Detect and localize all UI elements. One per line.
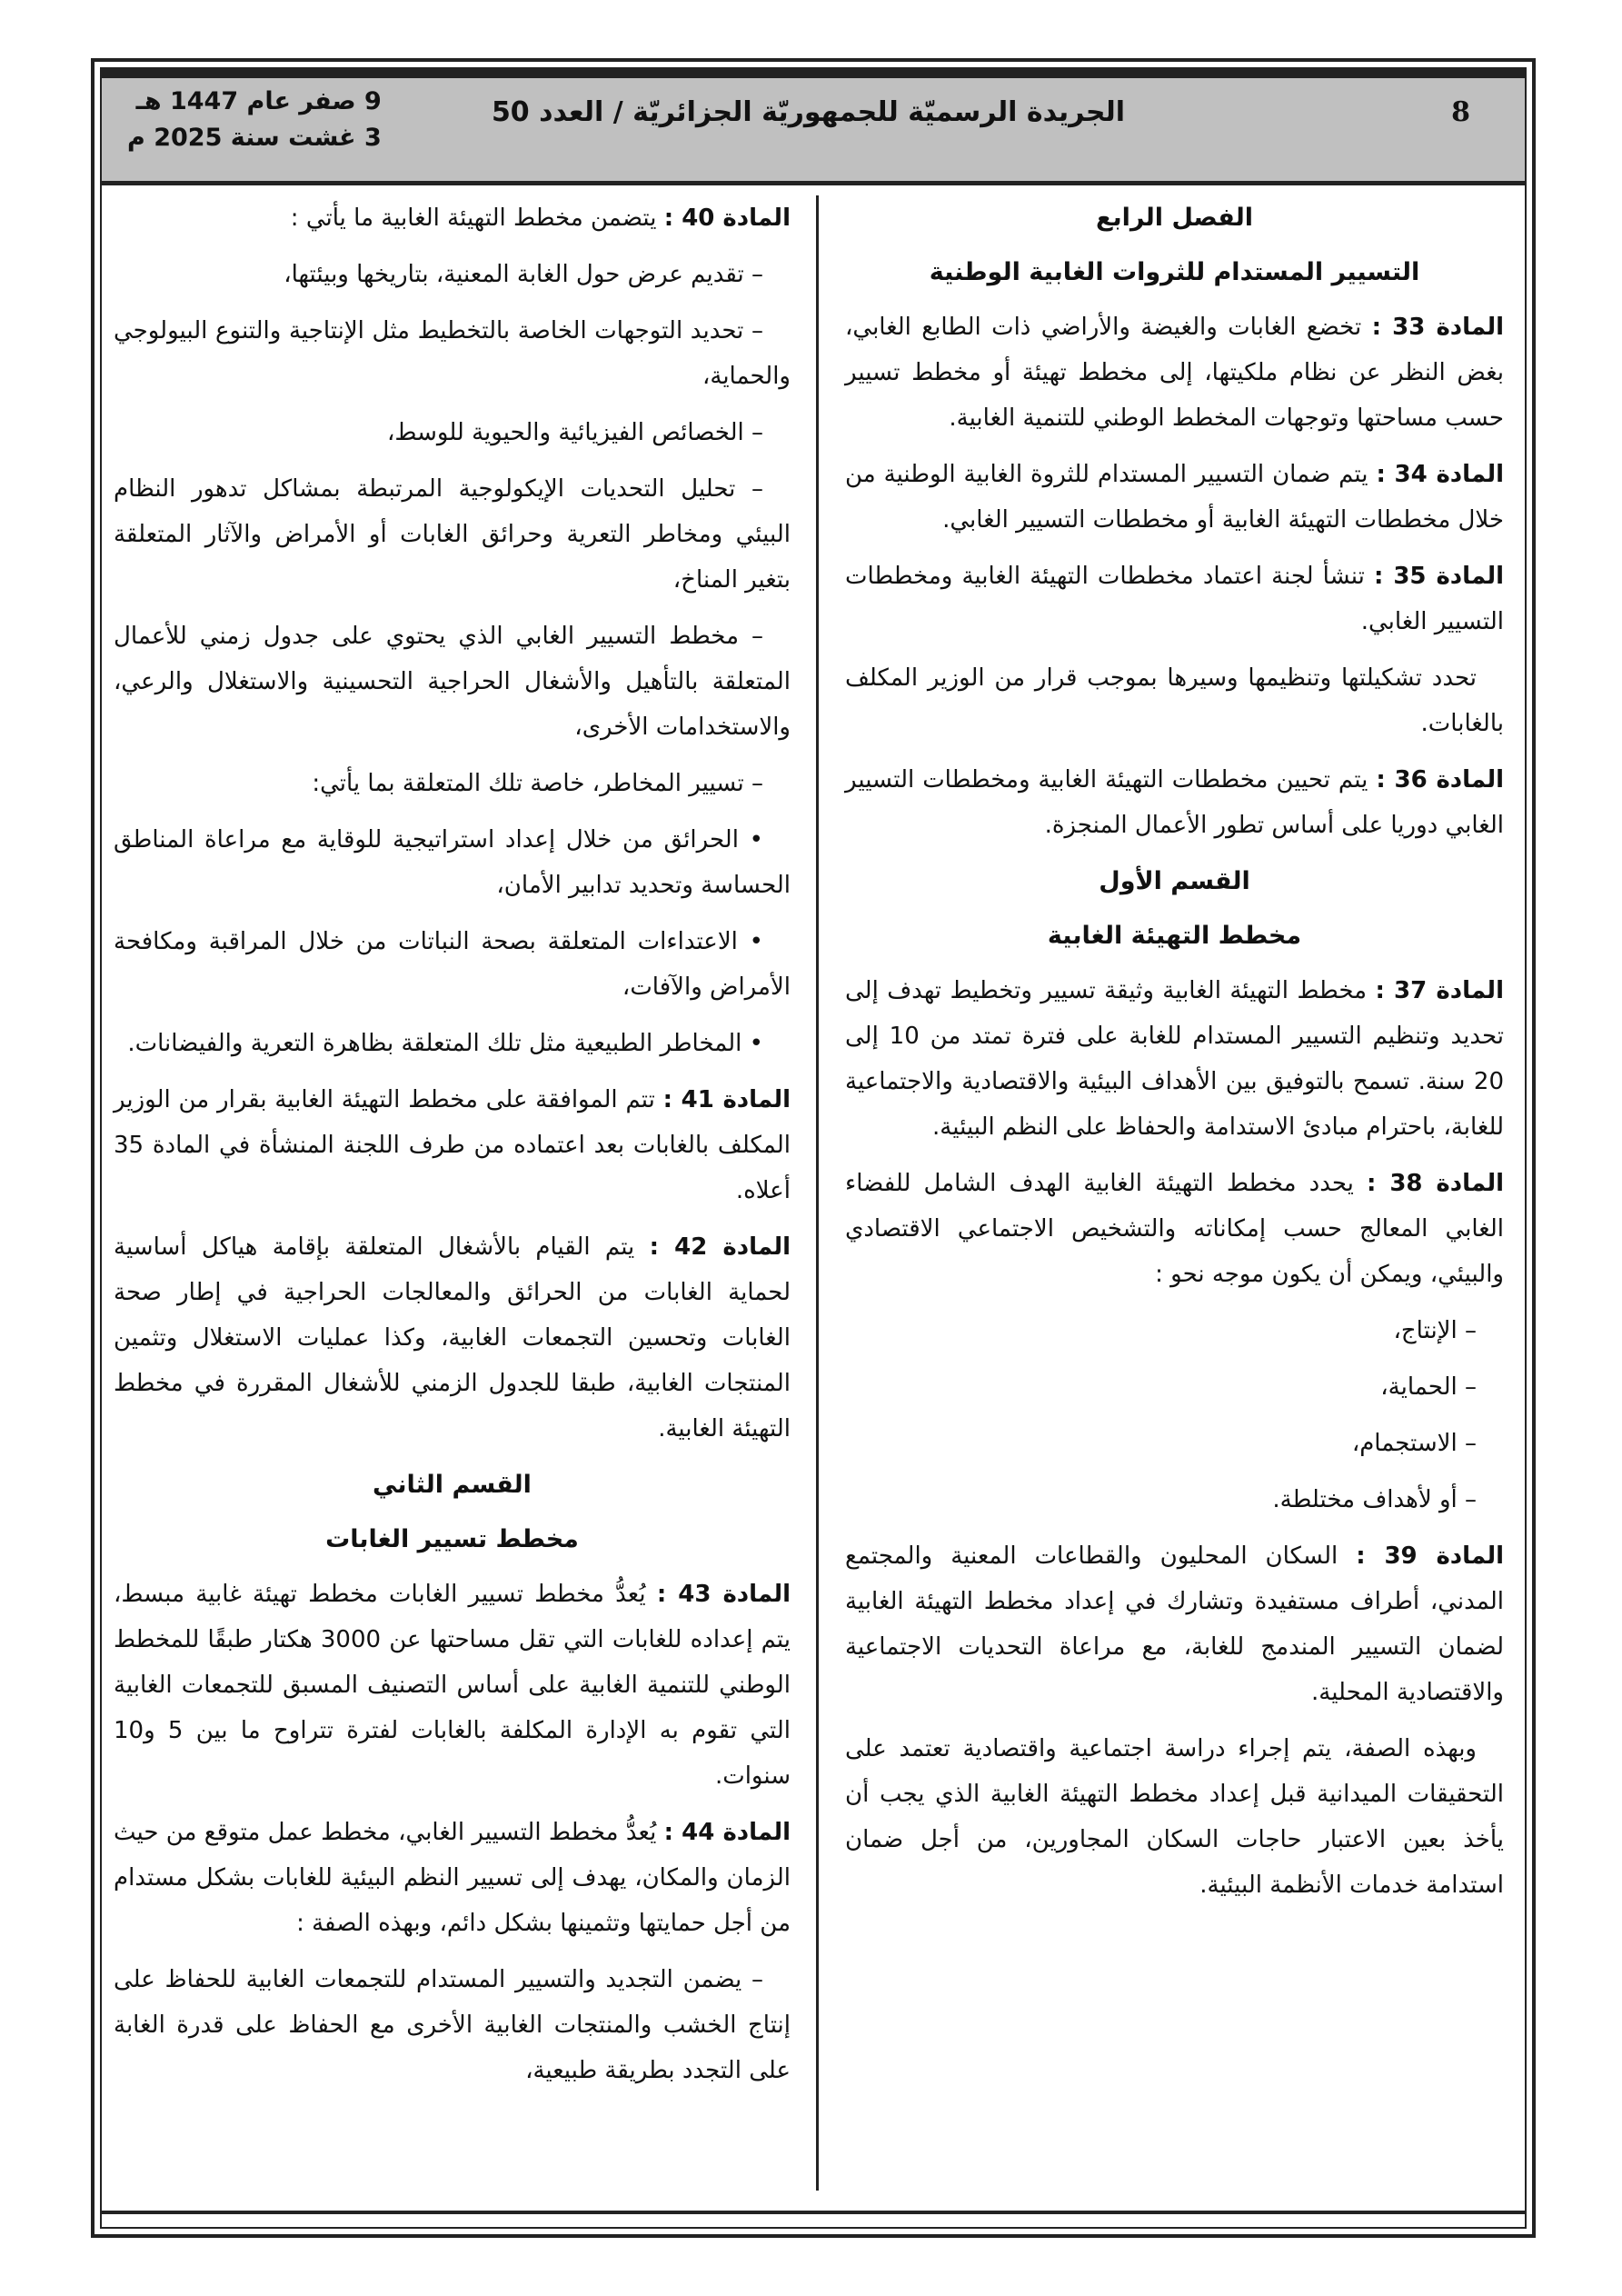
- body-paragraph: • المخاطر الطبيعية مثل تلك المتعلقة بظاهرة التعرية والفيضانات.: [127, 1030, 763, 1057]
- body-paragraph: – تقديم عرض حول الغابة المعنية، بتاريخها وبيئتها،: [284, 261, 763, 288]
- column-divider: [816, 195, 819, 2191]
- section-heading: الفصل الرابع: [1096, 204, 1253, 232]
- body-paragraph: • الحرائق من خلال إعداد استراتيجية للوقاية مع مراعاة المناطق الحساسة وتحديد تدابير الأمان،: [114, 826, 791, 899]
- article-text: يُعدُّ مخطط التسيير الغابي، مخطط عمل متوقع من حيث الزمان والمكان، يهدف إلى تسيير النظم البيئية للغابات بشكل مستدام من أجل حمايتها وتثمينها بشكل دائم، وبهذه الصفة :: [114, 1819, 791, 1937]
- article-paragraph: [845, 757, 1504, 848]
- body-paragraph: – يضمن التجديد والتسيير المستدام للتجمعات الغابية للحفاظ على إنتاج الخشب والمنتجات الغابية الأخرى مع الحفاظ على قدرة الغابة على التجدد بطريقة طبيعية،: [114, 1966, 791, 2084]
- article-paragraph: [845, 452, 1504, 543]
- article-label: المادة 40 :: [663, 205, 791, 232]
- section-heading: القسم الثاني: [373, 1471, 532, 1499]
- right-column: [845, 195, 1504, 1919]
- article-paragraph: [845, 1161, 1504, 1297]
- article-paragraph: [114, 1810, 791, 1946]
- body-paragraph: – الخصائص الفيزيائية والحيوية للوسط،: [387, 419, 763, 446]
- article-label: المادة 35 :: [1374, 563, 1505, 590]
- body-paragraph: وبهذه الصفة، يتم إجراء دراسة اجتماعية واقتصادية تعتمد على التحقيقات الميدانية قبل إعداد مخطط التهيئة الغابية الذي يجب أن يأخذ بعين الاعتبار حاجات السكان المجاورين، من أجل ضمان استدامة خدمات الأنظمة البيئية.: [845, 1735, 1504, 1899]
- body-paragraph: – مخطط التسيير الغابي الذي يحتوي على جدول زمني للأعمال المتعلقة بالتأهيل والأشغال الحراجية التحسينية والاستغلال والرعي، والاستخدامات الأخرى،: [114, 623, 791, 741]
- issue-date: [127, 84, 382, 156]
- article-label: المادة 43 :: [656, 1581, 791, 1608]
- journal-title: الجريدة الرسميّة للجمهوريّة الجزائريّة / العدد 50: [491, 96, 1125, 128]
- article-paragraph: [845, 1533, 1504, 1715]
- hijri-date: 9 صفر عام 1447 هـ: [135, 87, 382, 115]
- article-label: المادة 34 :: [1376, 461, 1505, 488]
- body-paragraph: – تحديد التوجهات الخاصة بالتخطيط مثل الإنتاجية والتنوع البيولوجي والحماية،: [114, 317, 791, 390]
- body-paragraph: – تسيير المخاطر، خاصة تلك المتعلقة بما يأتي:: [312, 770, 763, 797]
- article-text: يتم ضمان التسيير المستدام للثروة الغابية الوطنية من خلال مخططات التهيئة الغابية أو مخططات التسيير الغابي.: [845, 461, 1504, 534]
- article-paragraph: [845, 554, 1504, 644]
- article-label: المادة 41 :: [662, 1086, 791, 1113]
- article-text: مخطط التهيئة الغابية وثيقة تسيير وتخطيط تهدف إلى تحديد وتنظيم التسيير المستدام للغابة على فترة تمتد من 10 إلى 20 سنة. تسمح بالتوفيق بين الأهداف البيئية والاقتصادية والاجتماعية للغابة، باحترام مبادئ الاستدامة والحفاظ على النظم البيئية.: [845, 977, 1504, 1141]
- article-text: يحدد مخطط التهيئة الغابية الهدف الشامل للفضاء الغابي المعالج حسب إمكاناته والتشخيص الاجتماعي الاقتصادي والبيئي، ويمكن أن يكون موجه نحو :: [845, 1170, 1504, 1288]
- journal-header: [102, 69, 1525, 185]
- article-text: يتم القيام بالأشغال المتعلقة بإقامة هياكل أساسية لحماية الغابات من الحرائق والمعالجات الحراجية في إطار صحة الغابات وتحسين التجمعات الغابية، وكذا عمليات الاستغلال وتثمين المنتجات الغابية، طبقا للجدول الزمني للأشغال المقررة في مخطط التهيئة الغابية.: [114, 1233, 791, 1442]
- article-text: يُعدُّ مخطط تسيير الغابات مخطط تهيئة غابية مبسط، يتم إعداده للغابات التي تقل مساحتها عن 3000 هكتار طبقًا للمخطط الوطني للتنمية الغابية على أساس التصنيف المسبق للتجمعات الغابية التي تقوم به الإدارة المكلفة بالغابات لفترة تتراوح ما بين 5 و10 سنوات.: [114, 1581, 791, 1790]
- article-label: المادة 37 :: [1375, 977, 1504, 1004]
- article-text: يتم تحيين مخططات التهيئة الغابية ومخططات التسيير الغابي دوريا على أساس تطور الأعمال المنجزة.: [845, 766, 1504, 839]
- article-label: المادة 44 :: [663, 1819, 791, 1846]
- body-paragraph: – الإنتاج،: [1393, 1317, 1477, 1344]
- article-paragraph: [114, 1224, 791, 1452]
- page-number: 8: [1451, 96, 1470, 128]
- body-paragraph: • الاعتداءات المتعلقة بصحة النباتات من خلال المراقبة ومكافحة الأمراض والآفات،: [114, 928, 791, 1001]
- article-text: السكان المحليون والقطاعات المعنية والمجتمع المدني، أطراف مستفيدة وتشارك في إعداد مخطط التهيئة الغابية لضمان التسيير المندمج للغابة، مع مراعاة التحديات الاجتماعية والاقتصادية المحلية.: [845, 1542, 1504, 1706]
- body-paragraph: تحدد تشكيلتها وتنظيمها وسيرها بموجب قرار من الوزير المكلف بالغابات.: [845, 664, 1504, 737]
- body-paragraph: – تحليل التحديات الإيكولوجية المرتبطة بمشاكل تدهور النظام البيئي ومخاطر التعرية وحرائق الغابات أو الأمراض والآثار المتعلقة بتغير المناخ،: [114, 475, 791, 594]
- section-heading: مخطط التهيئة الغابية: [1047, 922, 1302, 950]
- body-paragraph: – أو لأهداف مختلطة.: [1272, 1486, 1477, 1513]
- gregorian-date: 3 غشت سنة 2025 م: [127, 124, 382, 152]
- article-text: تنشأ لجنة اعتماد مخططات التهيئة الغابية ومخططات التسيير الغابي.: [845, 563, 1504, 635]
- section-heading: القسم الأول: [1099, 867, 1250, 895]
- article-label: المادة 36 :: [1376, 766, 1504, 794]
- article-text: تخضع الغابات والغيضة والأراضي ذات الطابع الغابي، بغض النظر عن نظام ملكيتها، إلى مخطط تهيئة أو مخطط تسيير حسب مساحتها وتوجهات المخطط الوطني للتنمية الغابية.: [845, 314, 1504, 432]
- article-paragraph: [845, 304, 1504, 441]
- section-heading: مخطط تسيير الغابات: [325, 1525, 579, 1553]
- article-paragraph: [114, 1572, 791, 1799]
- body-paragraph: – الحماية،: [1380, 1373, 1477, 1401]
- article-label: المادة 33 :: [1371, 314, 1505, 341]
- body-paragraph: – الاستجمام،: [1351, 1430, 1477, 1457]
- article-text: تتم الموافقة على مخطط التهيئة الغابية بقرار من الوزير المكلف بالغابات بعد اعتماده من طرف اللجنة المنشأة في المادة 35 أعلاه.: [114, 1086, 791, 1204]
- article-paragraph: [114, 1077, 791, 1213]
- article-label: المادة 39 :: [1356, 1542, 1505, 1570]
- article-label: المادة 42 :: [649, 1233, 791, 1261]
- section-heading: التسيير المستدام للثروات الغابية الوطنية: [929, 258, 1420, 286]
- article-text: يتضمن مخطط التهيئة الغابية ما يأتي :: [290, 205, 657, 232]
- bottom-rule: [102, 2211, 1525, 2214]
- article-paragraph: [114, 195, 791, 241]
- left-column: [114, 195, 791, 2104]
- article-label: المادة 38 :: [1367, 1170, 1504, 1197]
- article-paragraph: [845, 968, 1504, 1150]
